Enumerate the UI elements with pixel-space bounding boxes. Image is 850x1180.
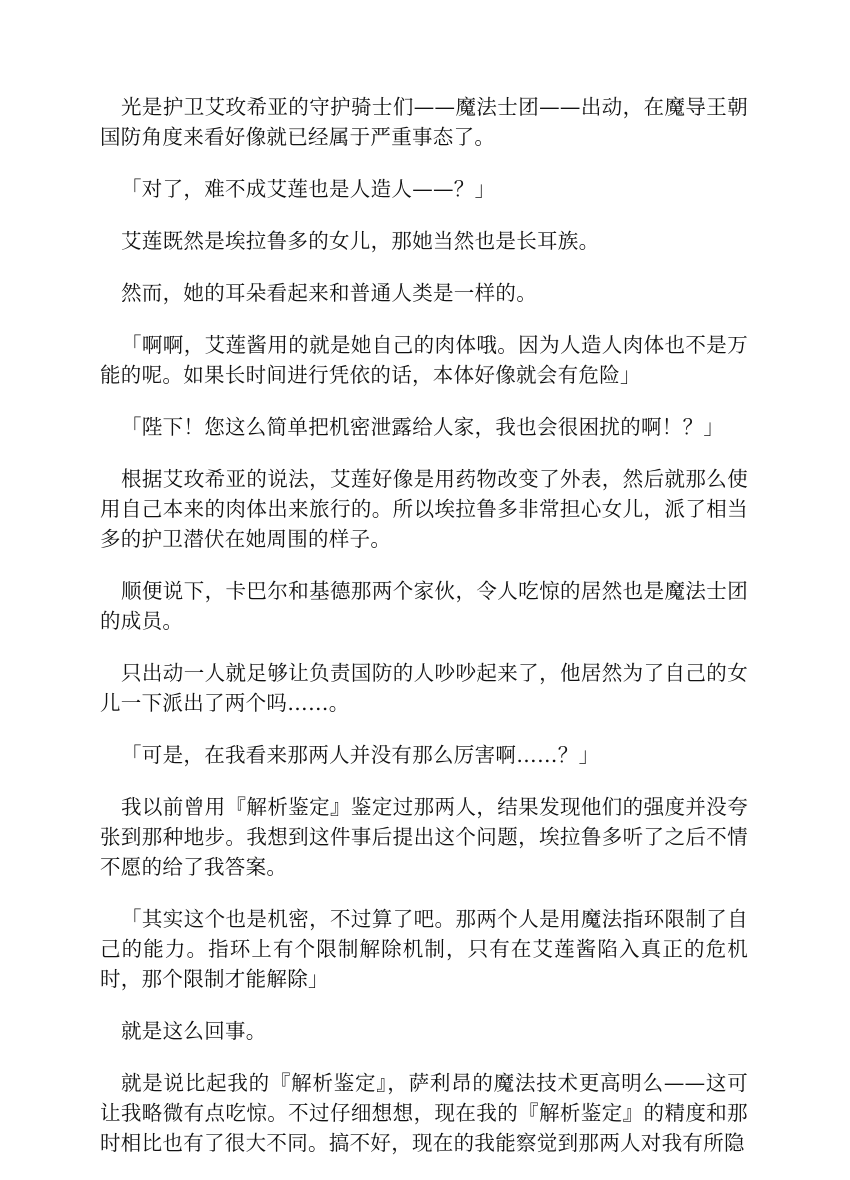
paragraph-7: 根据艾玫希亚的说法，艾莲好像是用药物改变了外表，然后就那么使用自己本来的肉体出来旅行的。所以埃拉鲁多非常担心女儿，派了相当多的护卫潜伏在她周围的样子。	[100, 467, 748, 551]
paragraph-2: 「对了，难不成艾莲也是人造人——？」	[121, 177, 496, 201]
paragraph-10: 「可是，在我看来那两人并没有那么厉害啊……？」	[121, 743, 600, 767]
paragraph-14: 就是说比起我的『解析鉴定』，萨利昂的魔法技术更高明么——这可让我略微有点吃惊。不过仔细想想，现在我的『解析鉴定』的精度和那时相比也有了很大不同。搞不好，现在的我能察觉到那两人对我有所隐	[100, 1071, 748, 1155]
paragraph-5: 「啊啊，艾莲酱用的就是她自己的肉体哦。因为人造人肉体也不是万能的呢。如果长时间进行凭依的话，本体好像就会有危险」	[100, 333, 748, 387]
paragraph-12: 「其实这个也是机密，不过算了吧。那两个人是用魔法指环限制了自己的能力。指环上有个限制解除机制，只有在艾莲酱陷入真正的危机时，那个限制才能解除」	[100, 907, 748, 991]
paragraph-4: 然而，她的耳朵看起来和普通人类是一样的。	[121, 281, 537, 305]
paragraph-13: 就是这么回事。	[121, 1019, 267, 1043]
paragraph-8: 顺便说下，卡巴尔和基德那两个家伙，令人吃惊的居然也是魔法士团的成员。	[100, 579, 748, 633]
document-body	[100, 92, 748, 1180]
paragraph-11: 我以前曾用『解析鉴定』鉴定过那两人，结果发现他们的强度并没夸张到那种地步。我想到这件事后提出这个问题，埃拉鲁多听了之后不情不愿的给了我答案。	[100, 795, 748, 879]
paragraph-9: 只出动一人就足够让负责国防的人吵吵起来了，他居然为了自己的女儿一下派出了两个吗……。	[100, 661, 748, 715]
paragraph-6: 「陛下！您这么简单把机密泄露给人家，我也会很困扰的啊！？」	[121, 415, 725, 439]
paragraph-3: 艾莲既然是埃拉鲁多的女儿，那她当然也是长耳族。	[121, 229, 600, 253]
paragraph-1: 光是护卫艾玫希亚的守护骑士们——魔法士团——出动，在魔导王朝国防角度来看好像就已经属于严重事态了。	[100, 95, 748, 149]
